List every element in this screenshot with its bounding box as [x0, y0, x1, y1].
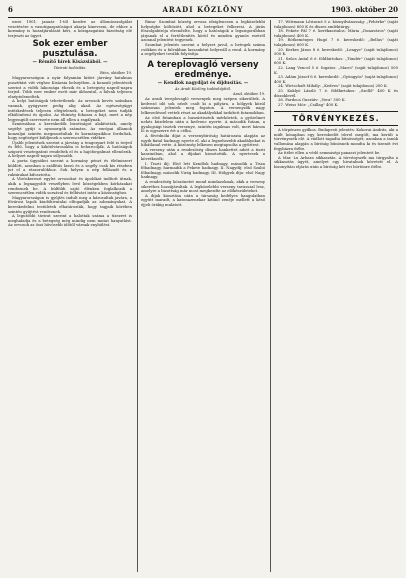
paragraph: 21. Szűcs Antal 6 é. földbirtokos: „Tündér" (saját tulajdonos) 600 K. [274, 55, 398, 66]
paragraph: 20. Kerkes János 8 é. kereskedő: „Lengye" (saját tulajdonos) 500 K. [274, 46, 398, 57]
section-heading: TÖRVÉNYKEZÉS. [274, 111, 398, 126]
paragraph: A tőrpénzes gyilkos. Budapesti jelentés: Kokovai András, aki a múlt hónapban egy kereskedőt tőrrel megölt, ma került a törvényszék elé. A vádlott tagadta bűnösségét, azonban a tanúk vallomása alapján a bíróság bűnösnek mondta ki és tizenöt évi fegyházra ítélte. [274, 127, 398, 151]
paragraph: 17. Wittmann Lőrincné 5 z. köznyilvánosság: „Fehérke" (saját tulajdonos) 600 K és díszes emléktárgy. [274, 20, 398, 29]
paragraph: Rima- Szombat község orvosa ideiglenesen a legközelebbi helységbe költözött, ahol a betegeket felkeresi. A járás főszolgabírója elrendelte, hogy a hatóságok a legszigorúbban járjanak el a fertőtlenítés körül és minden gyanús esetről azonnal jelentést tegyenek. [141, 20, 265, 43]
article-byline: Az Aradi Közlöny tudósítójától. [174, 86, 232, 91]
issue-date: 1903. október 20 [331, 5, 398, 14]
paragraph: 18. Fekete Pál 7 é. kerékasztalos: Mária „Dunaváros" (saját tulajdonos) 400 K. [274, 28, 398, 38]
dateline: Arad, október 19. [233, 91, 265, 96]
paragraph: 25. Kuklyó László 7 é. földbirtokos: „Szellő" 400 K és díszoklevél. [274, 87, 398, 98]
column-3 [274, 20, 398, 572]
paragraph: 26. Pardoca Gusztáv: „Vera" 300 K. [278, 97, 346, 103]
paragraph: A porta ügynökei szerint a kormány pénzt és élelmiszert küldött, azonban a szállítás lassú és a segély csak kis részben jut el a rászorulókhoz. Sok helyen a nép fellázadt és a raktárakat kifosztotta. [8, 158, 132, 177]
paragraph: A verseny után a rendezőség díszes bankettet adott a tiszti kaszinóban, ahol a díjakat kiosztották. A nyertesek a következők: [141, 146, 265, 161]
column-2 [141, 20, 265, 572]
paragraph: A rendezőség köszönetet mond mindazoknak, akik a verseny sikeréhez hozzájárultak. A legközelebbi verseny tavasszal lesz, amelyre a bizottság már most megkezdte az előkészületeket. [141, 178, 265, 194]
article-headline: A tereplovagló verseny eredménye. [147, 60, 259, 80]
page-header [8, 5, 398, 17]
paragraph: A Vöröskereszt egylet orvosokat és ápolókat indított útnak, akik a legnagyobb veszélyben levő községekben kórházakat rendeznek be. A külföldi sajtó élénken foglalkozik a szerencsétlen vidék sorsával és felhívást intéz a közönséghez. [8, 176, 132, 196]
page-number: 6 [8, 5, 13, 14]
paragraph: Magyarországon a nyár folyamán kitört járvány hatalmas pusztítást vitt véghez Kisázsia belsejében. A konzuli jelentések szerint a vidék lakossága éhezik és a betegség napról-napra terjed. Több ezer ember esett már áldozatul, a falvak teljesen elnéptelenedtek. [8, 75, 132, 99]
dateline: Bécs, október 19. [100, 70, 132, 75]
column-1 [8, 20, 132, 572]
paragraph: 27. Weiss Mór: „Csillag" 400 K. [278, 101, 339, 107]
paragraph: Szmirnában a kereskedők bizottságot alakítottak, amely segélyt gyűjt a nyomorgók számára. Az európai államok konzuljai szintén megmozdultak és kormányaikhoz fordultak, hogy segítséget küldjenek a szerencsétlen vidékre. [8, 121, 132, 141]
paragraph: Az ítélet ellen a védő semmiségi panaszt jelentett be. [278, 150, 381, 156]
column-divider [137, 20, 138, 572]
paragraph: A legutóbbi távirat szerint a halottak száma a tízezret is meghaladja és a betegség még mindig nem mutat hanyatlást. Az orvosok az őszi hűvösebb időtől várnak enyhülést. [8, 213, 132, 228]
paragraph: Az első futamban a huszártisztek mérkőztek, a győzelmet nehéz küzdelem után a kedvenc nyerte. A második futam, a gyalogsági tisztek versenye, szintén izgalmas volt, mert három ló is egyszerre ért a célba. [141, 114, 265, 134]
paragraph: A fővédnöki díjat a versenybíróság határozata alapján az egyik fiatal hadnagy nyerte el, aki a legnehezebb akadályokat is hibátlanul vette. A közönség lelkesen megtapsolta a győztest. [141, 133, 265, 148]
paragraph: Az aradi tereplovagló versenyek meg szépen sikerültek. A kedvező idő sok nézőt csalt ki a pályára, a hölgyek közül számosan jelentek meg fogaton. A versenyzők nagy lelkesedéssel vettek részt az akadályokkal tarkított futamokban. [141, 96, 265, 116]
paragraph: ezrei 1901. január 1-től kezdve az állomásszolgálat vezetésére a vasutigazgatóságot akarja kinevezni, de ehhez a kormány is hozzájárulását kéri, a közigazgatási bizottság elé terjeszti az ügyet. [8, 20, 132, 38]
paragraph: I. Tiszti díj: Első lett Kendlok hadnagy, második a Tisza főhadnagy, harmadik a Fekete hadnagy. II. Nagydíj: első Szabó főhadnagy, második Virág hadnagy. III. Hölgyek díja: első Nagy hadnagy. [141, 160, 265, 180]
paragraph: 22. Lang Vencel 5 é. fogatos: „Marci" (saját tulajdonos) 500 K. [274, 64, 398, 75]
paragraph: Újabb jelentések szerint a járvány a tengerpart felé is terjed és félő, hogy a kikötővárosokba is behurcolják. A hatóságok szigorú vesztegzárat rendeltek el és a hajóforgalmat ellenőrzik. A helyzet napról-napra súlyosabb. [8, 139, 132, 159]
article-subheadline: — Rémítő hírek Kisázsiából. — [32, 60, 108, 66]
paragraph: A Mar. Lu Arbara sikkasztás. A törvényszék ma tárgyalta a sikkasztás ügyét, amelyet egy hivatalnok követett el. A bizonyítási eljárás után a bíróság két évi börtönre ítélte. [274, 154, 398, 170]
paragraph: Magyarországon is gyűjtés indult meg a károsultak javára, a fővárosi lapok kiadóhivatalai elfogadják az adományokat. A kereskedelmi testületek elhatározták, hogy tagjaik körében szintén gyűjtést rendeznek. [8, 194, 132, 214]
article-headline: Sok ezer ember pusztulása. [32, 39, 108, 59]
paragraph: Szombat jelentés szerint a helyzet javul, a betegek száma csökken és a falvakban lassanként helyreáll a rend. A kormány a segélyeket tovább folyósítja. [141, 41, 265, 57]
masthead: ARADI KÖZLÖNY [162, 5, 244, 14]
paragraph: A helyi hatóságok tehetetlenek. Az orvosok kevés számban vannak, gyógyszer pedig alig akad. Az egészségügyi intézkedések teljesen elégtelenek, a betegeket nem tudják elkülöníteni és ápolni. Az éhínség fokozza a bajt, mert a nép legyengült szervezete nem áll ellen a ragálynak. [8, 98, 132, 122]
paragraph: 19. Rótkeményes Hugó 7 é. kereskedő: „Bellus" (saját tulajdonos) 600 K. [274, 37, 398, 47]
paragraph: 24. Wirtschaft Mihály: „Kedves" (saját tulajdonos) 200 K. [278, 83, 388, 89]
column-divider [270, 20, 271, 572]
paragraph: A díjak kiosztása után a társaság kedélyes hangulatban együtt maradt, a katonazenekar kitűnő zenéje mellett a késő éjjeli órákig mulatott. [141, 192, 265, 207]
header-rule [8, 17, 398, 18]
paragraph: 23. Adám József 6 é. kereskedő: „Gyöngyös" (saját tulajdonos) 400 K. [274, 74, 398, 84]
article-subheadline: — Kendlok nagydíjat és díjdusítás. — [157, 81, 249, 87]
article-byline: Távirati tudósítás. [53, 66, 87, 71]
